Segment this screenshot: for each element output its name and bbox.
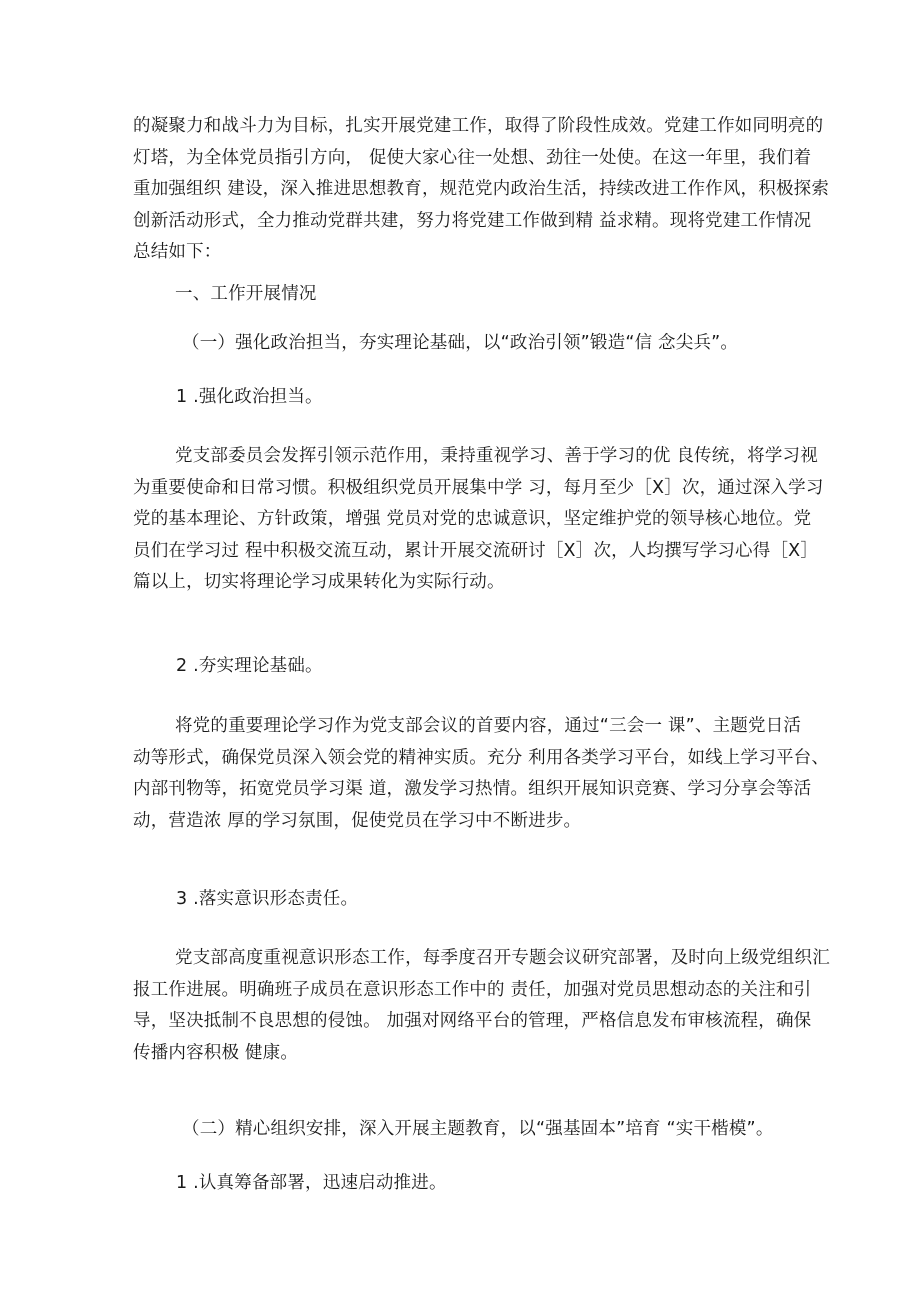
text-line: 创新活动形式，全力推动党群共建，努力将党建工作做到精 益求精。现将党建工作情况 <box>133 210 812 231</box>
numbered-item: 1 .强化政治担当。 <box>176 387 323 407</box>
text-line: 将党的重要理论学习作为党支部会议的首要内容，通过“三会一 课”、主题党日活 <box>175 716 802 736</box>
text-line: 灯塔，为全体党员指引方向， 促使大家心往一处想、劲往一处使。在这一年里，我们着 <box>133 147 812 168</box>
text-line: 动等形式，确保党员深入领会党的精神实质。充分 利用各类学习平台，如线上学习平台、 <box>133 747 830 768</box>
text-line: 总结如下： <box>133 242 222 262</box>
text-line: 的凝聚力和战斗力为目标，扎实开展党建工作，取得了阶段性成效。党建工作如同明亮的 <box>133 116 824 136</box>
subsection-heading: （一）强化政治担当，夯实理论基础，以“政治引领”锻造“信 念尖兵”。 <box>182 333 739 353</box>
text-line: 内部刊物等，拓宽党员学习渠 道，激发学习热情。组织开展知识竞赛、学习分享会等活 <box>133 779 812 799</box>
text-line: 传播内容积极 健康。 <box>133 1042 299 1063</box>
body-paragraph <box>133 943 830 1069</box>
text-line: 动，营造浓 厚的学习氛围，促使党员在学习中不断进步。 <box>133 810 582 831</box>
text-line: 党支部委员会发挥引领示范作用，秉持重视学习、善于学习的优 良传统，将学习视 <box>175 446 818 466</box>
numbered-item: 1 .认真筹备部署，迅速启动推进。 <box>176 1173 447 1193</box>
text-line: 篇以上，切实将理论学习成果转化为实际行动。 <box>133 572 505 592</box>
section-heading: 一、工作开展情况 <box>175 284 317 304</box>
intro-paragraph <box>133 111 830 269</box>
numbered-item: 3 .落实意识形态责任。 <box>176 889 359 909</box>
text-line: 员们在学习过 程中积极交流互动，累计开展交流研讨［X］次，人均撰写学习心得［X］ <box>133 540 819 561</box>
body-paragraph <box>133 441 824 599</box>
subsection-heading: （二）精心组织安排，深入开展主题教育，以“强基固本”培育 “实干楷模”。 <box>182 1119 774 1139</box>
text-line: 重加强组织 建设，深入推进思想教育，规范党内政治生活，持续改进工作作风，积极探索 <box>133 179 830 199</box>
numbered-item: 2 .夯实理论基础。 <box>176 656 323 676</box>
text-line: 为重要使命和日常习惯。积极组织党员开展集中学 习，每月至少［X］次，通过深入学习 <box>133 477 824 498</box>
text-line: 党支部高度重视意识形态工作，每季度召开专题会议研究部署，及时向上级党组织汇 <box>175 948 830 968</box>
text-line: 报工作进展。明确班子成员在意识形态工作中的 责任，加强对党员思想动态的关注和引 <box>133 979 812 1000</box>
text-line: 党的基本理论、方针政策，增强 党员对党的忠诚意识，坚定维护党的领导核心地位。党 <box>133 509 812 529</box>
body-paragraph <box>133 711 830 837</box>
text-line: 导，坚决抵制不良思想的侵蚀。 加强对网络平台的管理，严格信息发布审核流程，确保 <box>133 1011 812 1031</box>
